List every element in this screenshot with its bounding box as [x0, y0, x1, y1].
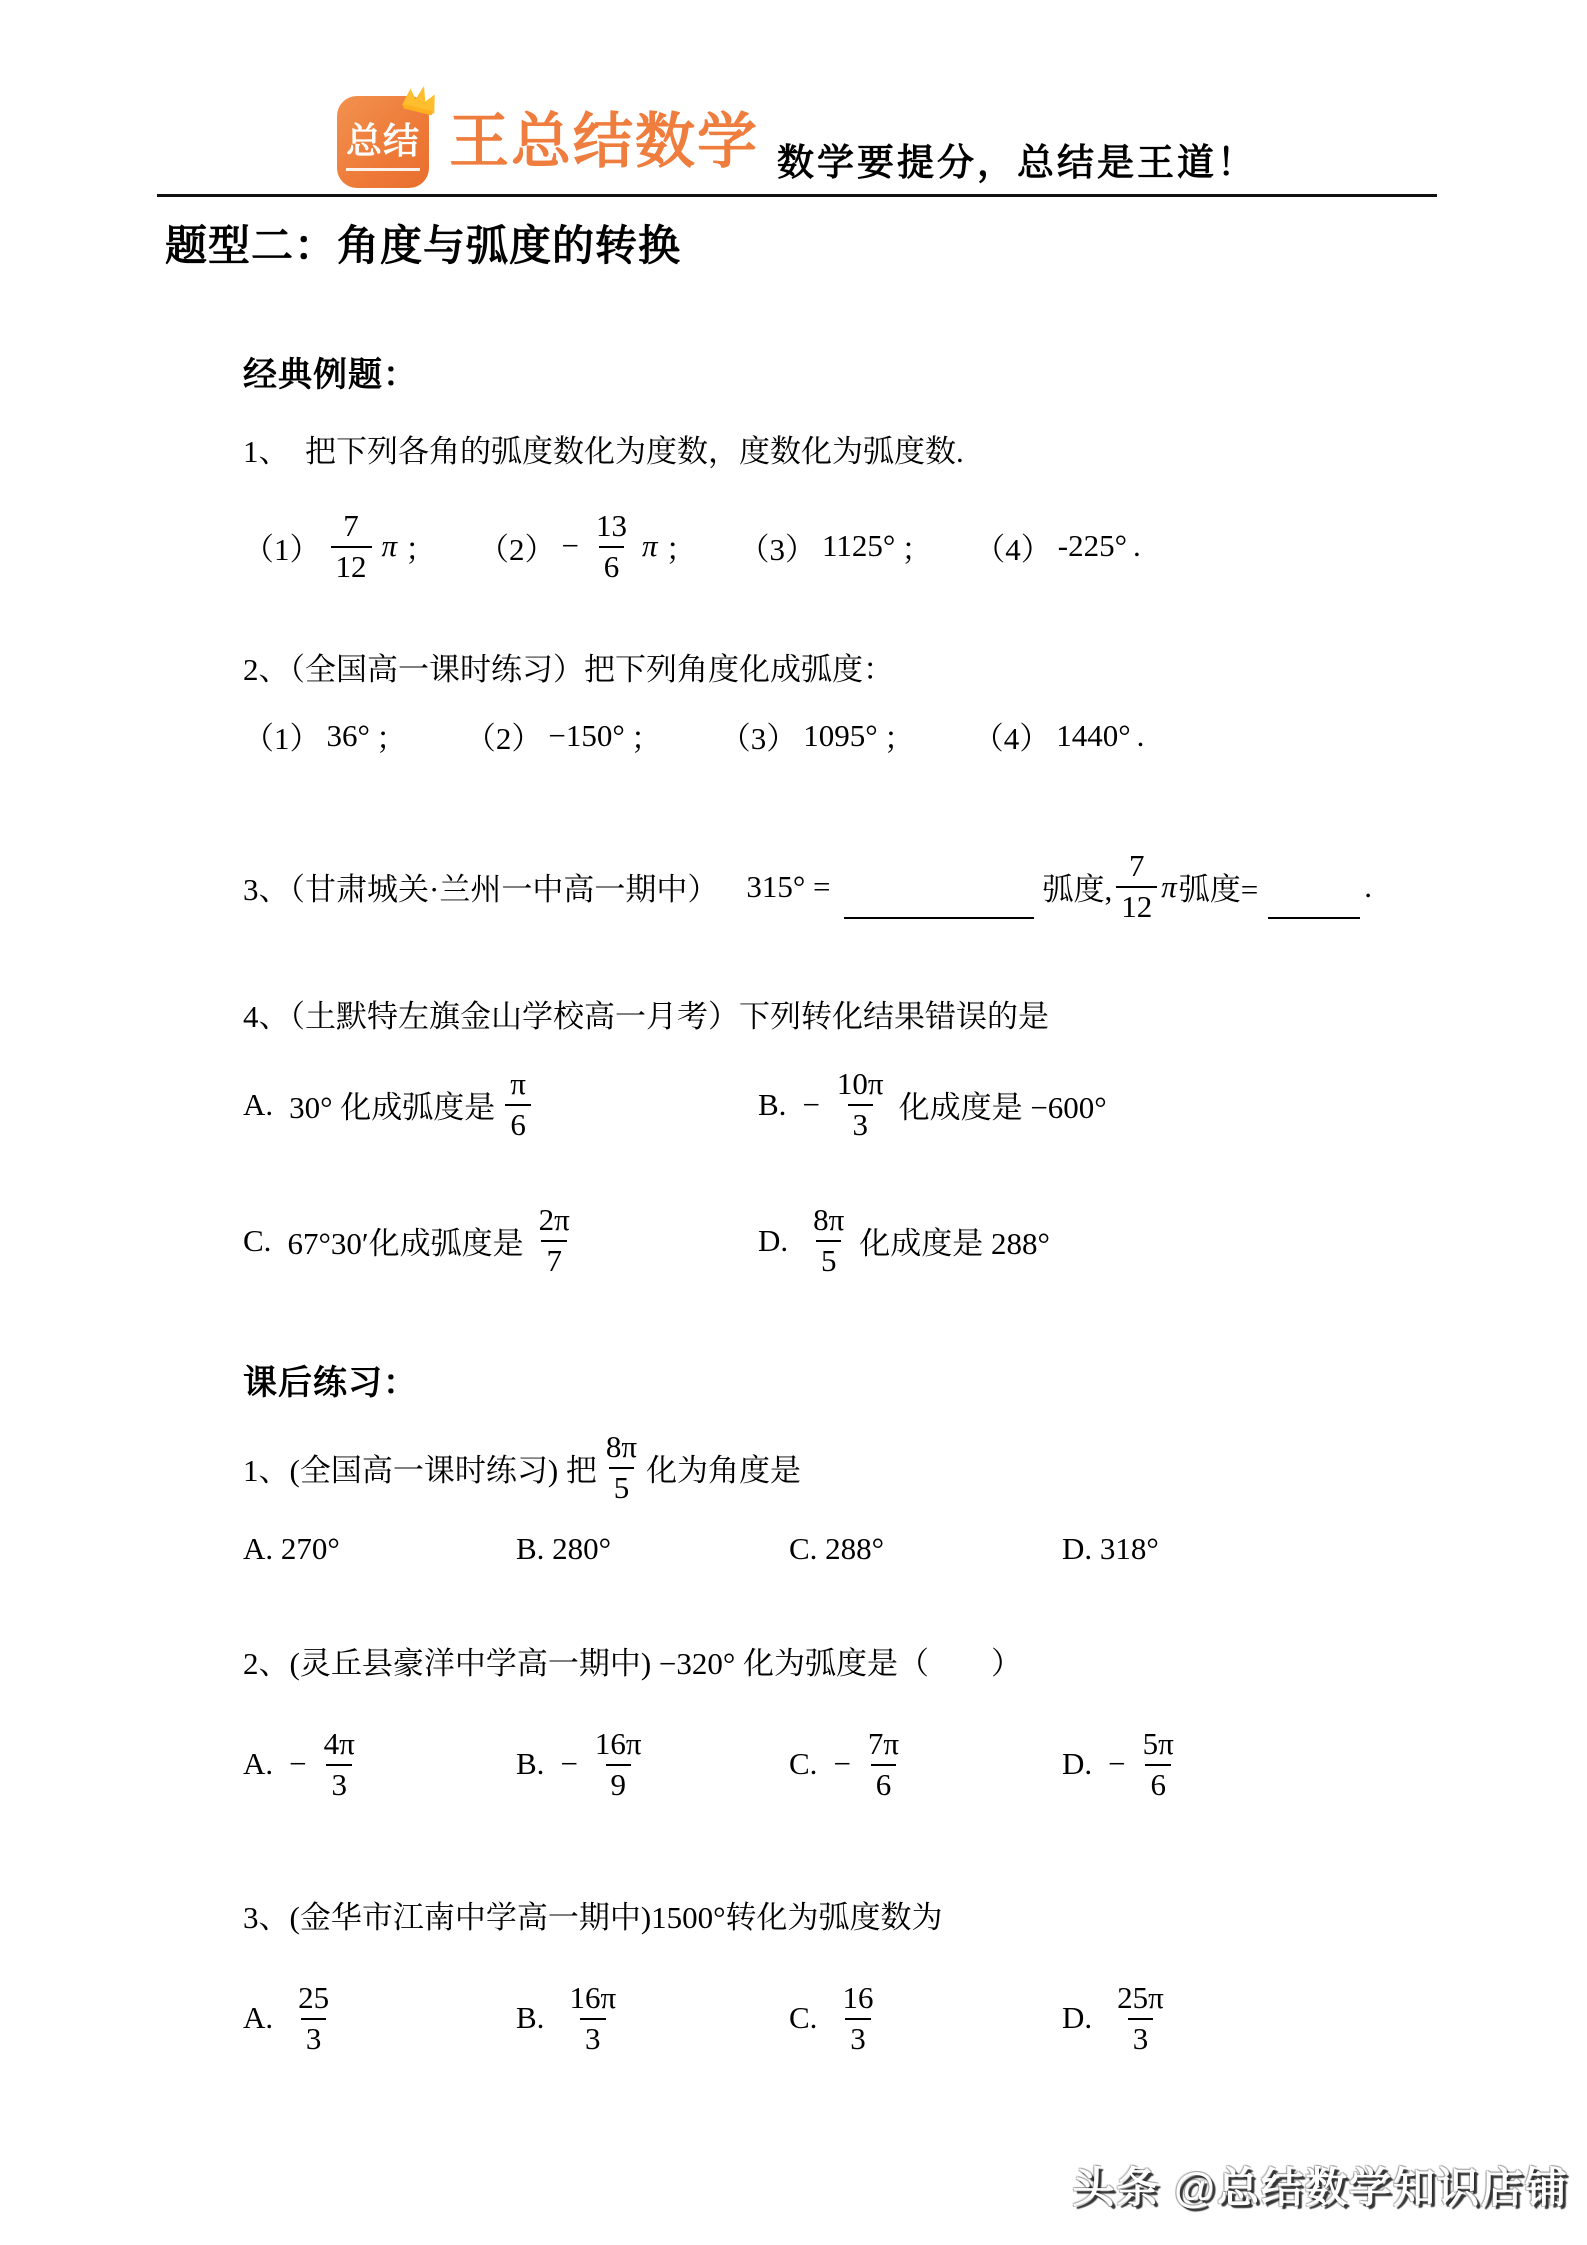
stem-text: 化为角度是: [646, 1453, 802, 1489]
part-label: （1）: [243, 531, 321, 567]
part-label: （2）: [464, 721, 543, 757]
option-label: B.: [758, 1086, 787, 1122]
header: [157, 0, 1437, 188]
fraction-numerator: 16π: [594, 1725, 642, 1761]
section-heading-practice: 课后练习：: [243, 1363, 418, 1402]
question-part: [243, 713, 407, 758]
practice-q2-stem: 2、(灵丘县豪洋中学高一期中) −320° 化为弧度是（ ）: [243, 1645, 1023, 1681]
fraction-denominator: 7: [541, 1240, 567, 1278]
page-title: 题型二：角度与弧度的转换: [165, 222, 682, 269]
fraction-numerator: π: [510, 1066, 526, 1102]
minus-sign: −: [560, 1746, 578, 1782]
fraction: [590, 1727, 647, 1802]
question-part: [478, 509, 697, 584]
part-value: 36°: [326, 717, 370, 753]
option-text: 化成度是 288°: [859, 1226, 1050, 1262]
part-value: 1125°: [822, 528, 896, 564]
classic-q2-parts: [243, 713, 1437, 759]
fraction: [863, 1727, 904, 1802]
fraction-numerator: 2π: [538, 1202, 570, 1238]
logo-badge: [337, 96, 429, 188]
option-label: D.: [1062, 2000, 1093, 2036]
question-part: [974, 524, 1140, 569]
fraction-denominator: 6: [505, 1104, 531, 1142]
part-punct: .: [1133, 528, 1141, 564]
classic-q3-stem: 3、（甘肃城关·兰州一中高一期中）: [243, 872, 719, 908]
fraction-numerator: 13: [596, 507, 628, 543]
fraction-numerator: 8π: [605, 1429, 638, 1465]
pi-symbol: π: [1161, 868, 1177, 904]
option-label: C.: [789, 1746, 818, 1782]
option-d: D. 318°: [1062, 1530, 1159, 1566]
fill-in-blank: [1268, 873, 1360, 919]
part-label: （3）: [719, 721, 798, 757]
question-part: [973, 713, 1145, 758]
part-label: （4）: [974, 531, 1052, 567]
classic-q1-parts: [243, 490, 1437, 602]
part-value: −150°: [548, 717, 625, 753]
fraction: [1116, 849, 1157, 924]
option-label: A.: [243, 1086, 274, 1122]
fraction: [534, 1203, 575, 1278]
option-text: 化成度是 −600°: [898, 1090, 1107, 1126]
option-label: A.: [243, 2000, 274, 2036]
minus-sign: −: [561, 528, 580, 564]
fraction: [832, 1067, 889, 1142]
minus-sign: −: [802, 1086, 820, 1122]
practice-q2-options: [243, 1706, 1437, 1822]
practice-q1-stem: [243, 1412, 1437, 1524]
part-punct: ；: [375, 721, 407, 757]
question-part: [465, 713, 662, 758]
fraction-denominator: 3: [845, 2018, 871, 2056]
fraction: [505, 1067, 531, 1142]
option-label: D.: [1062, 1746, 1093, 1782]
option-a: [243, 1706, 516, 1822]
pi-symbol: π: [642, 528, 658, 564]
part-label: （2）: [478, 531, 556, 567]
q3-label2: 弧度=: [1178, 872, 1259, 908]
fraction-denominator: 9: [606, 1764, 632, 1802]
q3-mid-label: 弧度,: [1042, 872, 1113, 908]
option-label: A.: [243, 1746, 274, 1782]
header-divider: [157, 194, 1437, 197]
option-b: [758, 1047, 1437, 1163]
minus-sign: −: [833, 1746, 851, 1782]
part-punct: ；: [405, 531, 437, 567]
fraction-numerator: 16: [842, 1979, 874, 2015]
part-value: -225°: [1057, 528, 1128, 564]
q3-end-punct: .: [1364, 868, 1372, 904]
option-label: D.: [758, 1222, 789, 1258]
part-value: 1095°: [803, 717, 878, 753]
question-part: [739, 524, 933, 569]
classic-q4-stem: 4、（土默特左旗金山学校高一月考）下列转化结果错误的是: [243, 998, 1049, 1034]
fraction: [808, 1203, 849, 1278]
option-d: [1062, 1960, 1335, 2076]
part-punct: ；: [883, 721, 915, 757]
option-a: [243, 1960, 516, 2076]
logo-badge-label: 总结: [346, 113, 420, 171]
fraction-denominator: 6: [1145, 1764, 1171, 1802]
part-punct: ；: [665, 531, 697, 567]
option-label: B.: [516, 2000, 545, 2036]
option-a: A. 270°: [243, 1530, 340, 1566]
option-b: [516, 1706, 789, 1822]
stem-text: 1、(全国高一课时练习) 把: [243, 1453, 597, 1489]
fraction: [331, 509, 372, 584]
footer-watermark: 头条 @总结数学知识店铺: [1072, 2164, 1569, 2211]
part-value: 1440°: [1056, 717, 1131, 753]
minus-sign: −: [289, 1746, 307, 1782]
fraction-denominator: 3: [848, 1104, 874, 1142]
fraction-denominator: 5: [609, 1467, 635, 1505]
option-c: C. 288°: [789, 1530, 885, 1566]
fraction-denominator: 3: [326, 1764, 352, 1802]
brand-logo: [337, 96, 759, 188]
fraction-denominator: 5: [816, 1240, 842, 1278]
practice-q3-options: [243, 1960, 1437, 2076]
option-text: 67°30′化成弧度是: [287, 1226, 524, 1262]
fraction: [837, 1981, 878, 2056]
fraction: [293, 1981, 334, 2056]
fraction-denominator: 3: [301, 2018, 327, 2056]
fraction-numerator: 25: [298, 1979, 330, 2015]
classic-q3: [243, 829, 1437, 945]
fraction-denominator: 6: [599, 546, 625, 584]
fraction-denominator: 6: [871, 1764, 897, 1802]
fraction-denominator: 3: [1128, 2018, 1154, 2056]
fraction-numerator: 8π: [813, 1202, 845, 1238]
fraction-denominator: 12: [331, 546, 372, 584]
minus-sign: −: [1108, 1746, 1126, 1782]
question-part: [243, 509, 436, 584]
classic-q4-options: [243, 1047, 1437, 1299]
option-d: [758, 1183, 1437, 1299]
classic-q1-stem: 1、 把下列各角的弧度数化为度数，度数化为弧度数.: [243, 434, 964, 469]
fraction: [564, 1981, 621, 2056]
part-label: （3）: [738, 531, 817, 567]
fraction-denominator: 3: [580, 2018, 606, 2056]
fraction: [601, 1430, 642, 1505]
option-d: [1062, 1706, 1335, 1822]
part-punct: ；: [901, 531, 933, 567]
practice-q3-stem: 3、(金华市江南中学高一期中)1500°转化为弧度数为: [243, 1900, 943, 1936]
brand-name: 王总结数学: [449, 108, 759, 175]
option-label: C.: [243, 1222, 272, 1258]
fraction: [319, 1727, 360, 1802]
fraction-denominator: 12: [1116, 886, 1157, 924]
fraction-numerator: 5π: [1142, 1725, 1174, 1761]
fraction-numerator: 7: [1128, 848, 1145, 883]
fill-in-blank: [844, 873, 1034, 919]
fraction: [591, 509, 632, 584]
section-heading-classic: 经典例题：: [243, 356, 418, 394]
fraction: [1138, 1727, 1179, 1802]
option-a: [243, 1047, 758, 1163]
part-punct: .: [1136, 717, 1145, 753]
part-label: （1）: [243, 721, 321, 757]
fraction-numerator: 25π: [1117, 1979, 1164, 2015]
pi-symbol: π: [381, 528, 398, 564]
option-label: C.: [789, 2000, 818, 2036]
fraction-numerator: 7: [343, 507, 359, 543]
question-part: [720, 713, 915, 758]
slogan: 数学要提分，总结是王道！: [777, 143, 1257, 184]
option-label: B.: [516, 1746, 545, 1782]
fraction-numerator: 4π: [323, 1725, 355, 1761]
fraction-numerator: 7π: [867, 1725, 900, 1761]
q3-equation-left: 315° =: [746, 868, 831, 904]
fraction-numerator: 10π: [836, 1066, 884, 1102]
option-b: [516, 1960, 789, 2076]
option-b: B. 280°: [516, 1530, 612, 1566]
option-c: [789, 1706, 1062, 1822]
part-punct: ；: [630, 721, 662, 757]
option-text: 30° 化成弧度是: [289, 1090, 496, 1126]
part-label: （4）: [972, 721, 1051, 757]
classic-q2-stem: 2、（全国高一课时练习）把下列角度化成弧度：: [243, 652, 894, 688]
option-c: [243, 1183, 758, 1299]
fraction: [1112, 1981, 1169, 2056]
fraction-numerator: 16π: [569, 1979, 617, 2015]
option-c: [789, 1960, 1062, 2076]
practice-q1-options: [243, 1528, 1437, 1570]
